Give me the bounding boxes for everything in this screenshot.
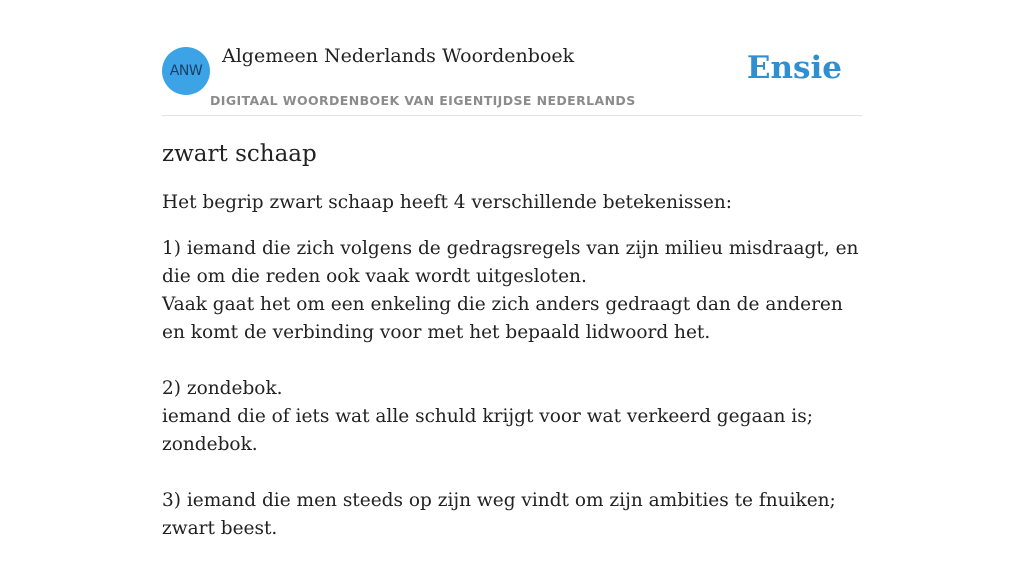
ensie-brand-logo[interactable]: Ensie [746, 50, 842, 86]
meaning-definition: 2) zondebok. [162, 378, 283, 399]
source-title[interactable]: Algemeen Nederlands Woordenboek [222, 45, 575, 67]
meaning-definition: 3) iemand die men steeds op zijn weg vindt om zijn ambities te fnuiken; zwart beest. [162, 490, 836, 539]
meaning-note: Vaak gaat het om een enkeling die zich anders gedraagt dan de anderen en komt de verbinding voor met het bepaald lidwoord het. [162, 294, 843, 343]
entry-intro: Het begrip zwart schaap heeft 4 verschillende betekenissen: [162, 192, 733, 213]
entry-content [162, 137, 862, 571]
meaning-note: iemand die of iets wat alle schuld krijgt voor wat verkeerd gegaan is; zondebok. [162, 406, 813, 455]
meaning-item-2 [162, 375, 862, 459]
meanings-list [162, 235, 862, 543]
anw-logo: ANW [162, 47, 210, 95]
meaning-item-3 [162, 487, 862, 543]
source-header [162, 0, 862, 116]
meaning-definition: 1) iemand die zich volgens de gedragsregels van zijn milieu misdraagt, en die om die reden ook vaak wordt uitgesloten. [162, 238, 859, 287]
meaning-item-1 [162, 235, 862, 347]
entry-word: zwart schaap [162, 141, 317, 167]
source-subtitle: DIGITAAL WOORDENBOEK VAN EIGENTIJDSE NEDERLANDS [210, 93, 636, 108]
